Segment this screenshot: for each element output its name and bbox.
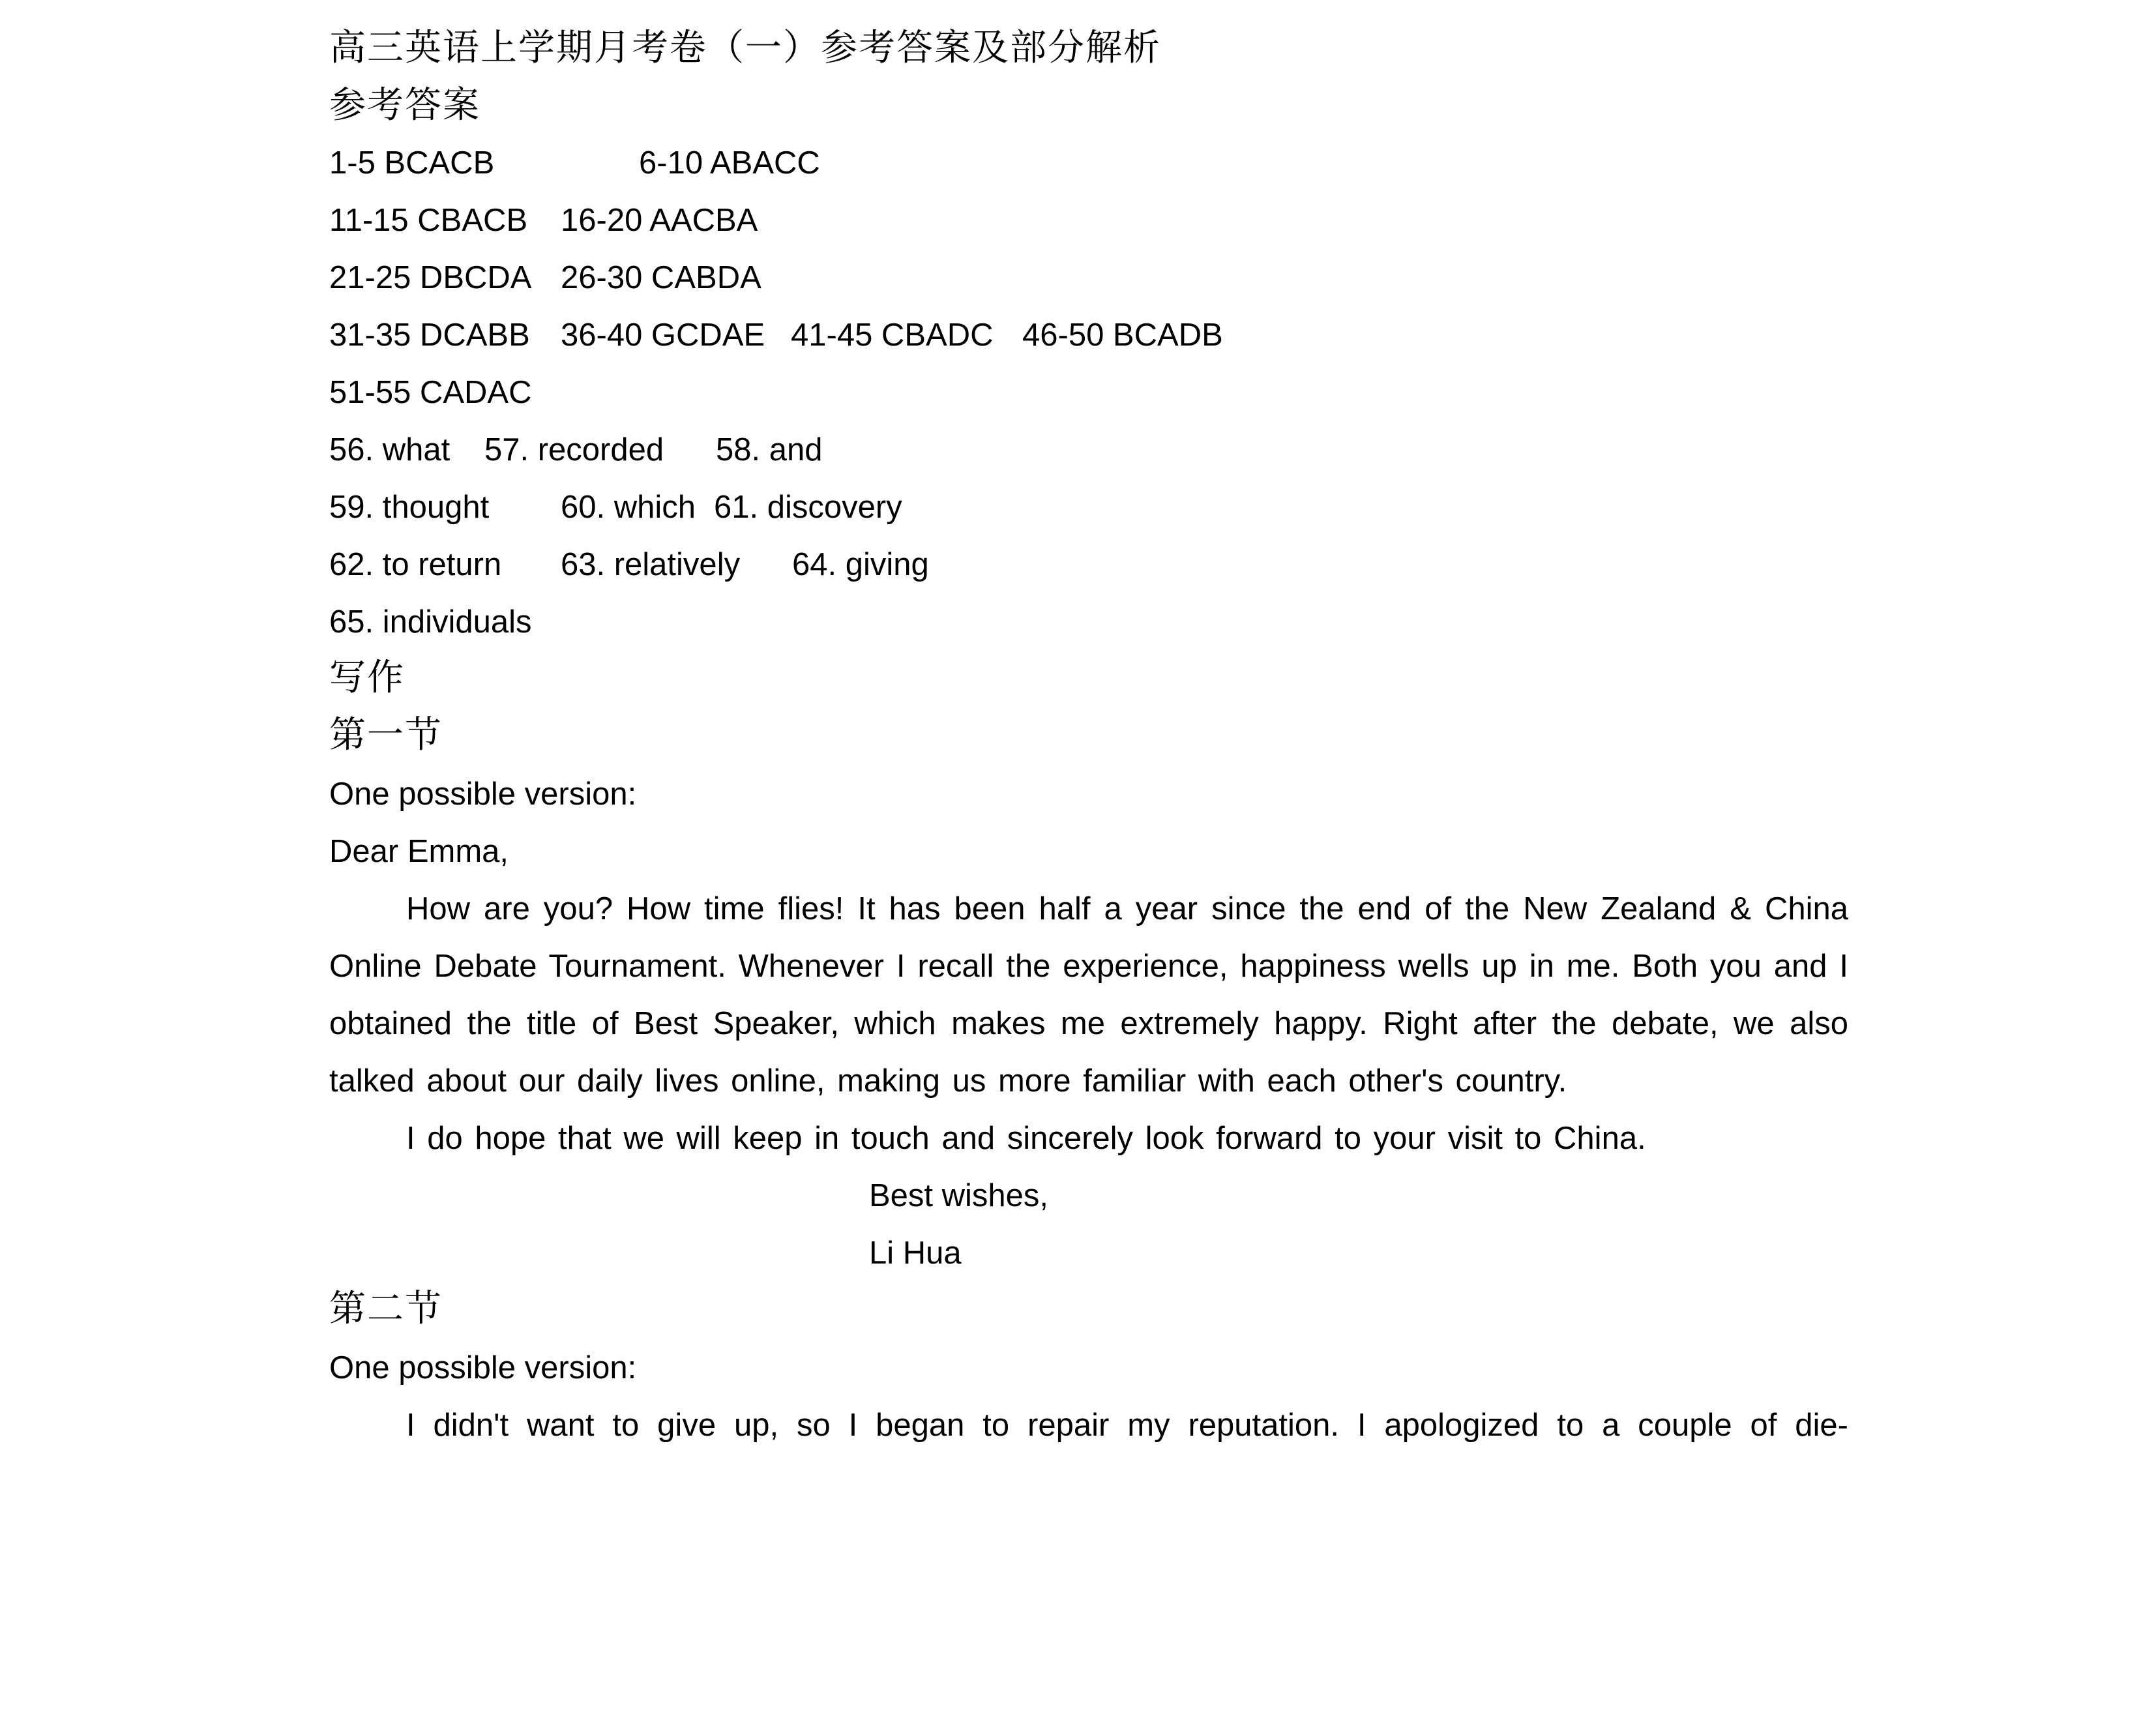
section2-version-label: One possible version: (329, 1350, 637, 1385)
fill-answer: 63. relatively (561, 547, 741, 582)
fill-answer: 58. and (716, 432, 823, 467)
fill-answer: 64. giving (792, 547, 929, 582)
letter-signature: Li Hua (869, 1235, 962, 1271)
letter-salutation: Dear Emma, (329, 834, 509, 869)
fill-answer: 61. discovery (714, 490, 902, 525)
answer-group: 21-25 DBCDA (329, 260, 532, 295)
writing-heading: 写作 (329, 657, 405, 699)
letter-paragraph: How are you? How time flies! It has been half a year since the end of the New Zealand & China Online Debate Tournament. Whenever I recall the experience, happiness wells up in me. Both you and I obtained the title of Best Speaker, which makes me extremely happy. Right after the debate, we also talked about our daily lives online, making us more familiar with each other's country. (329, 891, 1848, 1099)
fill-answer: 59. thought (329, 490, 490, 525)
answer-group: 36-40 GCDAE (561, 318, 765, 353)
answer-group: 16-20 AACBA (561, 203, 758, 238)
answer-group: 26-30 CABDA (561, 260, 761, 295)
answers-heading: 参考答案 (329, 84, 480, 126)
fill-answer: 62. to return (329, 547, 502, 582)
essay-paragraph: I didn't want to give up, so I began to repair my reputation. I apologized to a couple of die- (406, 1408, 1848, 1443)
answer-group: 6-10 ABACC (639, 145, 820, 181)
fill-answer: 60. which (561, 490, 696, 525)
answer-group: 11-15 CBACB (329, 203, 528, 238)
letter-closing: Best wishes, (869, 1178, 1049, 1213)
answer-group: 41-45 CBADC (791, 318, 994, 353)
section2-heading: 第二节 (329, 1288, 443, 1330)
answer-group: 1-5 BCACB (329, 145, 495, 181)
letter-paragraph: I do hope that we will keep in touch and sincerely look forward to your visit to China. (406, 1121, 1646, 1156)
answer-group: 46-50 BCADB (1022, 318, 1223, 353)
page-title: 高三英语上学期月考卷（一）参考答案及部分解析 (329, 27, 1161, 69)
answer-group: 31-35 DCABB (329, 318, 530, 353)
answer-group: 51-55 CADAC (329, 375, 532, 410)
section1-heading: 第一节 (329, 714, 443, 756)
fill-answer: 57. recorded (484, 432, 664, 467)
section1-version-label: One possible version: (329, 777, 637, 812)
fill-answer: 65. individuals (329, 604, 532, 640)
fill-answer: 56. what (329, 432, 450, 467)
